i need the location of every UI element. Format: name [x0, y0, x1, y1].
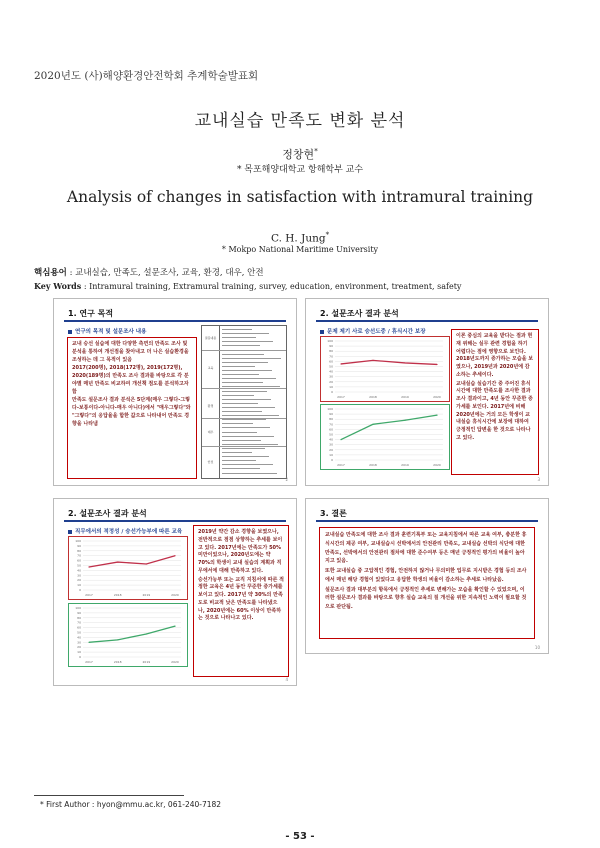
- table-text-line: [222, 464, 273, 465]
- korean-affiliation: * 목포해양대학교 항해학부 교수: [236, 165, 364, 175]
- y-tick-label: 60: [329, 359, 333, 364]
- data-point: [340, 439, 341, 440]
- table-text-line: [222, 366, 255, 367]
- data-point: [146, 633, 147, 634]
- table-text-line: [222, 370, 272, 371]
- slide-title: 1. 연구 목적: [68, 309, 114, 318]
- table-text-line: [222, 382, 263, 383]
- y-tick-label: 80: [77, 615, 81, 620]
- korean-keywords: 핵심용어 : 교내실습, 만족도, 설문조사, 교육, 환경, 대우, 안전: [34, 268, 264, 278]
- table-text-line: [222, 358, 281, 359]
- table-group-label: 환경: [207, 404, 214, 408]
- table-text-line: [222, 354, 264, 355]
- footnote: * First Author : hyon@mmu.ac.kr, 061-240-7182: [40, 800, 222, 809]
- y-tick-label: 0: [79, 588, 81, 592]
- footnote-divider: [34, 795, 184, 796]
- slide-subtitle: 연구의 목적 및 설문조사 내용: [68, 327, 146, 335]
- bullet-text: 또한 교내실습 중 고압적인 경험, 안전하지 않거나 무의미한 업무로 지시받은 경험 등의 조사에서 매년 해당 경험이 있었다고 응답한 학생의 비율이 감소하는 추세로 나타났음.: [325, 568, 527, 583]
- x-tick-label: 2020: [171, 660, 179, 664]
- data-point: [88, 642, 89, 643]
- table-text-line: [222, 341, 273, 342]
- table-text-line: [222, 386, 280, 387]
- bullet-text: 2017(200명), 2018(172명), 2019(172명), 2020(189명)의 만족도 조사 결과를 바탕으로 각 분야별 매년 만족도 비교하여 개선책 점도를 분석하고자 함: [72, 365, 189, 395]
- y-tick-label: 100: [75, 606, 81, 610]
- table-text-line: [222, 415, 279, 416]
- table-text-line: [222, 411, 262, 412]
- y-tick-label: 80: [329, 349, 333, 354]
- chart-svg: [69, 604, 187, 666]
- x-tick-label: 2019: [142, 660, 151, 664]
- bullet-text: 승선가능부 또는 교직 지침서에 따른 적정한 교육은 4년 동안 꾸준한 증가세를 보이고 있다. 2017년 약 30%의 만족도로 비교적 낮은 만족도를 나타냈으나, 2020년에는 60% 이상이 만족하는 것으로 나타나고 있다.: [198, 576, 284, 622]
- y-tick-label: 20: [329, 447, 333, 452]
- y-tick-label: 90: [329, 412, 333, 417]
- bullet-text: 교내실습 실습기간 중 주어진 휴식시간에 대한 만족도를 조사한 결과 조사 결과이고, 4년 동안 꾸준한 증가세를 보인다. 2017년에 비해 2020년에는 거의 모든 학생이 교내실습 휴식시간에 보장에 대하여 긍정적인 답변을 한 것으로 나타나고 있다.: [456, 380, 533, 441]
- y-tick-label: 100: [327, 339, 333, 343]
- y-tick-label: 100: [75, 539, 81, 543]
- english-title: Analysis of changes in satisfaction with intramural training: [66, 188, 534, 206]
- y-tick-label: 0: [331, 458, 333, 462]
- title-underline: [64, 520, 286, 522]
- table-text-line: [222, 329, 252, 330]
- y-tick-label: 10: [77, 650, 81, 655]
- y-tick-label: 40: [77, 635, 81, 640]
- bullet-text: 이론 중심의 교육을 받다는 점과 현재 위해는 실무 관련 경험을 하기 어렵다는 점에 영향으로 보인다. 2018년도까지 증가하는 모습을 보였으나, 2019년과 2020년에 감소하는 추세이다.: [456, 333, 534, 378]
- slide-subtitle: 문제 제기 사로 승선도중 / 휴식시간 보장: [320, 327, 426, 335]
- table-text-line: [222, 473, 277, 474]
- slide-title: 3. 결론: [320, 509, 347, 518]
- slide-title: 2. 설문조사 결과 분석: [320, 309, 399, 318]
- y-tick-label: 60: [77, 558, 81, 563]
- y-tick-label: 50: [77, 630, 81, 635]
- y-tick-label: 0: [79, 655, 81, 659]
- y-tick-label: 40: [329, 437, 333, 442]
- y-tick-label: 30: [329, 442, 333, 447]
- y-tick-label: 50: [329, 432, 333, 437]
- korean-title: 교내실습 만족도 변화 분석: [194, 111, 406, 131]
- table-group-label: 교육: [207, 366, 214, 370]
- y-tick-label: 40: [329, 369, 333, 374]
- data-point: [404, 362, 405, 363]
- conclusion-textbox: [319, 527, 535, 639]
- data-point: [174, 626, 175, 627]
- y-tick-label: 30: [77, 573, 81, 578]
- slide-survey-results-2: [53, 498, 297, 686]
- data-point: [372, 360, 373, 361]
- y-tick-label: 0: [331, 390, 333, 394]
- table-text-line: [222, 337, 256, 338]
- line-chart-job-suitability: [68, 536, 188, 600]
- data-point: [146, 563, 147, 564]
- y-tick-label: 60: [329, 427, 333, 432]
- y-tick-label: 90: [329, 344, 333, 349]
- slide-page-number: 3: [537, 477, 540, 482]
- slide-subtitle: 직무에서의 적정성 / 승선가능부에 따른 교육: [68, 527, 182, 535]
- y-tick-label: 70: [329, 422, 333, 427]
- line-chart-guided-education: [68, 603, 188, 667]
- data-point: [436, 415, 437, 416]
- x-tick-label: 2020: [433, 395, 441, 399]
- english-affiliation: * Mokpo National Maritime University: [221, 245, 379, 254]
- slide-conclusion: [305, 498, 549, 654]
- data-point: [436, 364, 437, 365]
- conference-header: 2020년도 (사)해양환경안전학회 추계학술발표회: [34, 70, 259, 82]
- data-point: [372, 424, 373, 425]
- y-tick-label: 10: [77, 583, 81, 588]
- slide-page-number: 4: [285, 677, 288, 682]
- y-tick-label: 20: [77, 578, 81, 583]
- x-tick-label: 2018: [369, 395, 377, 399]
- table-text-line: [222, 419, 266, 420]
- data-point: [88, 566, 89, 567]
- english-author: C. H. Jung*: [270, 231, 330, 245]
- table-text-line: [222, 391, 267, 392]
- y-tick-label: 80: [329, 417, 333, 422]
- table-text-line: [222, 436, 274, 437]
- slide-survey-results-1: [305, 298, 549, 486]
- data-point: [117, 561, 118, 562]
- table-text-line: [222, 427, 270, 428]
- data-point: [117, 639, 118, 640]
- line-chart-rest-time: [320, 404, 450, 470]
- results-textbox: [193, 525, 289, 677]
- table-text-line: [222, 444, 278, 445]
- y-tick-label: 10: [329, 384, 333, 389]
- table-text-line: [222, 403, 258, 404]
- purpose-textbox: [67, 337, 197, 479]
- bullet-text: 설문조사 결과 대부분의 항목에서 긍정적인 추세로 변해가는 모습을 확인할 수 있었으며, 이러한 설문조사 결과를 바탕으로 향후 실습 교육의 질 개선을 위한 지속적인 노력이 필요할 것으로 판단됨.: [325, 586, 527, 610]
- table-text-line: [222, 460, 256, 461]
- table-text-line: [222, 452, 252, 453]
- data-point: [404, 420, 405, 421]
- y-tick-label: 20: [329, 379, 333, 384]
- bullet-text: 만족도 설문조사 결과 분석은 5단계(매우 그렇다-그렇다-보통이다-아니다-매우 아니다)에서 "매우그렇다"와 "그렇다"의 응답율을 합한 값으로 나타내어 만족도 경향을 나타냄: [72, 397, 191, 427]
- y-tick-label: 10: [329, 452, 333, 457]
- line-chart-education-experience: [320, 336, 450, 402]
- table-group-label: 안전: [207, 460, 214, 464]
- y-tick-label: 30: [329, 374, 333, 379]
- slide-research-purpose: [53, 298, 297, 486]
- y-tick-label: 20: [77, 645, 81, 650]
- table-text-line: [222, 333, 269, 334]
- table-text-line: [222, 456, 269, 457]
- table-text-line: [222, 399, 271, 400]
- slide-title: 2. 설문조사 결과 분석: [68, 509, 147, 518]
- series-line: [341, 360, 437, 364]
- table-group-label: 대우: [207, 430, 214, 434]
- table-group-label: 질문내용: [204, 336, 217, 340]
- x-tick-label: 2018: [369, 463, 377, 467]
- y-tick-label: 50: [329, 364, 333, 369]
- y-tick-label: 40: [77, 568, 81, 573]
- x-tick-label: 2017: [85, 593, 93, 597]
- x-tick-label: 2019: [401, 395, 409, 399]
- y-tick-label: 70: [77, 620, 81, 625]
- table-text-line: [222, 423, 253, 424]
- y-tick-label: 100: [327, 407, 333, 411]
- chart-svg: [321, 337, 449, 401]
- results-textbox: [451, 329, 539, 475]
- x-tick-label: 2020: [433, 463, 441, 467]
- korean-author: 정창현*: [282, 147, 318, 161]
- bullet-text: 교내실습 만족도에 대한 조사 결과 훈련기록부 또는 교육지침에서 따른 교육 여부, 충분한 휴식시간의 제공 여부, 교내실습시 선박에서의 안전관리 만족도, 교내실습 선박의 식단에 대한 만족도, 선박에서의 안전관리 절차에 대한 준수여부 등은 매년 긍정적인 평가의 비율이 높아지고 있음.: [325, 532, 527, 565]
- bullet-text: 2019년 약간 감소 경향을 보였으나, 전반적으로 점점 상향하는 추세를 보이고 있다. 2017년에는 만족도가 50% 미만이었으나, 2020년도에는 약 70%의 학생이 교내 실습의 계획과 직무에서에 대해 만족하고 있다.: [198, 529, 283, 574]
- table-text-line: [222, 374, 259, 375]
- slide-page-number: 10: [534, 645, 540, 650]
- table-text-line: [222, 448, 265, 449]
- title-underline: [64, 320, 286, 322]
- y-tick-label: 30: [77, 640, 81, 645]
- x-tick-label: 2018: [113, 593, 122, 597]
- title-underline: [316, 320, 538, 322]
- y-tick-label: 70: [329, 354, 333, 359]
- table-text-line: [222, 395, 254, 396]
- y-tick-label: 80: [77, 548, 81, 553]
- table-text-line: [222, 432, 257, 433]
- data-point: [174, 555, 175, 556]
- x-tick-label: 2019: [142, 593, 151, 597]
- table-text-line: [222, 440, 261, 441]
- x-tick-label: 2017: [337, 463, 345, 467]
- y-tick-label: 90: [77, 543, 81, 548]
- series-line: [89, 626, 175, 642]
- table-text-line: [222, 362, 268, 363]
- table-text-line: [222, 407, 275, 408]
- table-text-line: [222, 468, 260, 469]
- x-tick-label: 2017: [337, 395, 345, 399]
- chart-svg: [69, 537, 187, 599]
- y-tick-label: 50: [77, 563, 81, 568]
- slide-page-number: 2: [285, 477, 288, 482]
- y-tick-label: 90: [77, 610, 81, 615]
- series-line: [341, 415, 437, 439]
- table-text-line: [222, 345, 260, 346]
- chart-svg: [321, 405, 449, 469]
- y-tick-label: 60: [77, 625, 81, 630]
- page-number: - 53 -: [285, 831, 315, 842]
- x-tick-label: 2018: [113, 660, 122, 664]
- english-keywords: Key Words : Intramural training, Extramural training, survey, education, environment, treatment, safety: [34, 281, 462, 291]
- x-tick-label: 2017: [85, 660, 93, 664]
- table-text-line: [222, 378, 276, 379]
- data-point: [340, 363, 341, 364]
- x-tick-label: 2020: [171, 593, 179, 597]
- title-underline: [316, 520, 538, 522]
- bullet-text: 교내 승선 실습에 대한 다양한 측면의 만족도 조사 및 분석을 통하여 개선점을 찾아내고 더 나은 실습환경을 조성하는 데 그 목적이 있음: [72, 341, 189, 363]
- table-text-line: [222, 350, 277, 351]
- x-tick-label: 2019: [401, 463, 409, 467]
- survey-items-table: [201, 325, 287, 479]
- y-tick-label: 70: [77, 553, 81, 558]
